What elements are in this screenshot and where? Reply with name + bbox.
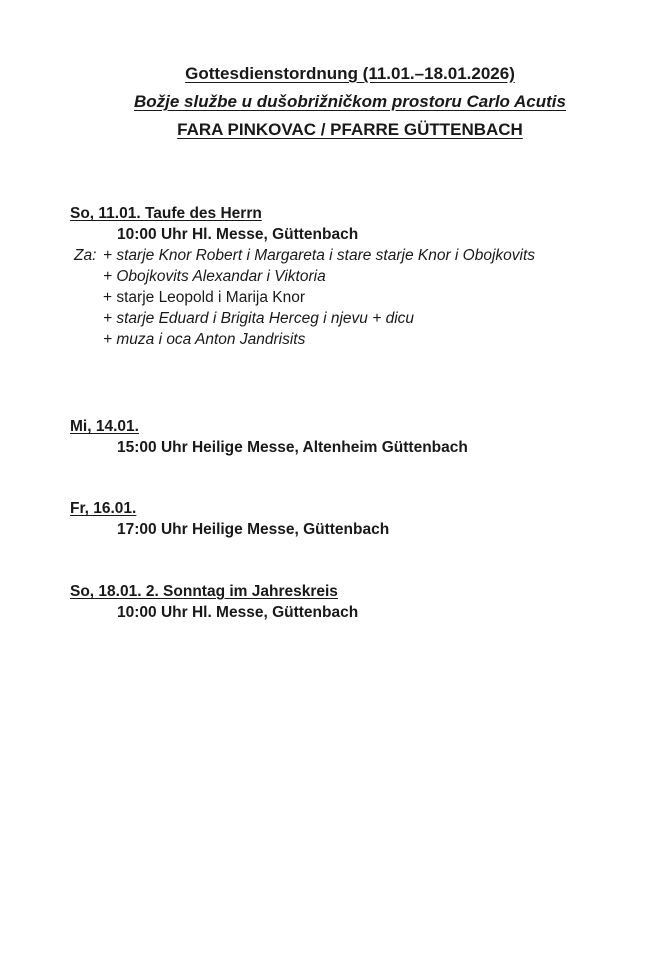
document-title: Gottesdienstordnung (11.01.–18.01.2026) [185, 64, 515, 83]
entry-time-line: 15:00 Uhr Heilige Messe, Altenheim Güttenbach [117, 439, 468, 456]
entry-date-heading: So, 11.01. Taufe des Herrn [70, 205, 262, 222]
entry-date-heading: So, 18.01. 2. Sonntag im Jahreskreis [70, 583, 338, 600]
document-subtitle: Božje službe u dušobrižničkom prostoru Carlo Acutis [134, 92, 566, 111]
service-entry-so-18-01 [70, 581, 631, 623]
entry-time-line: 10:00 Uhr Hl. Messe, Güttenbach [117, 604, 359, 621]
intention-text: + starje Knor Robert i Margareta i stare starje Knor i Obojkovits [103, 247, 536, 264]
intention-line: + muza i oca Anton Jandrisits [103, 331, 306, 348]
service-entry-so-11-01 [70, 203, 631, 350]
service-entry-fr-16-01 [70, 498, 631, 540]
entry-time-line: 10:00 Uhr Hl. Messe, Güttenbach [117, 226, 359, 243]
entry-date-heading: Mi, 14.01. [70, 418, 139, 435]
document-header [70, 60, 630, 144]
service-entry-mi-14-01 [70, 416, 631, 458]
intention-line: + Obojkovits Alexandar i Viktoria [103, 268, 326, 285]
entry-date-heading: Fr, 16.01. [70, 500, 137, 517]
entry-time-line: 17:00 Uhr Heilige Messe, Güttenbach [117, 521, 390, 538]
parish-name: FARA PINKOVAC / PFARRE GÜTTENBACH [177, 120, 523, 139]
intentions-label: Za: [74, 247, 97, 264]
intention-line: + starje Leopold i Marija Knor [103, 289, 306, 306]
intention-line [70, 245, 631, 266]
intention-line: + starje Eduard i Brigita Herceg i njevu + dicu [103, 310, 415, 327]
